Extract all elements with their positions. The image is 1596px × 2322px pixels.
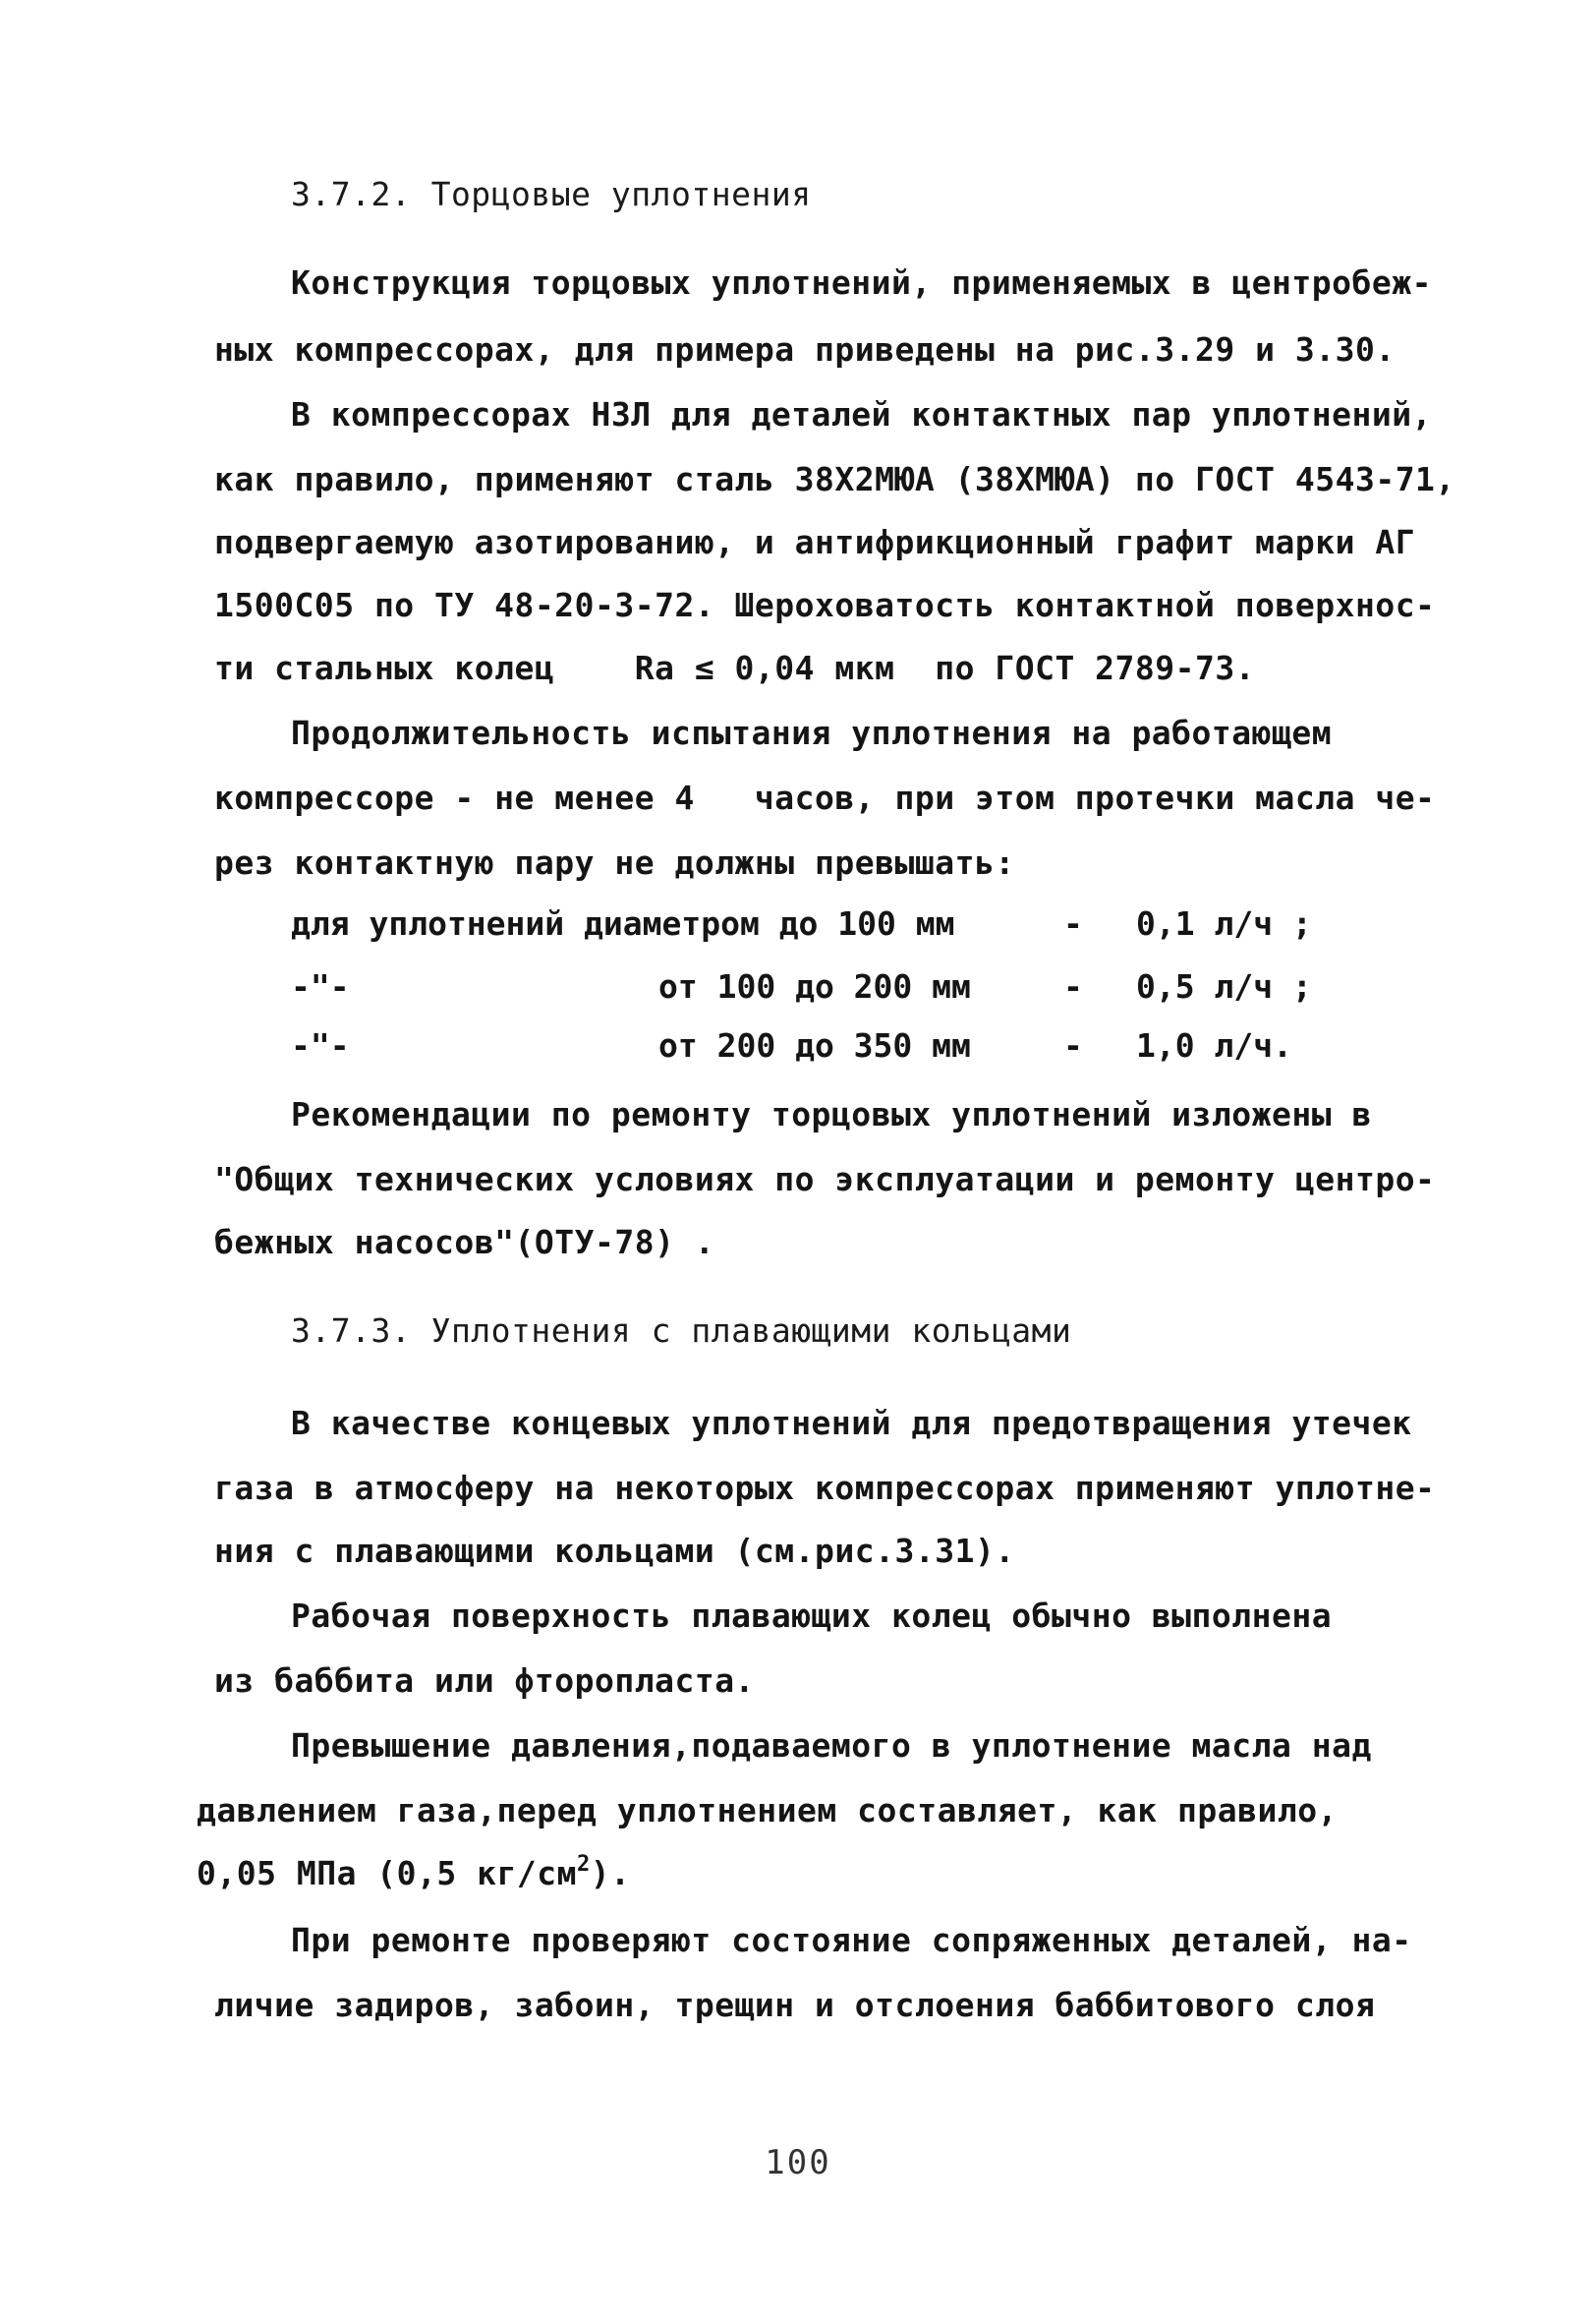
paragraph-line: из баббита или фторопласта. bbox=[214, 1661, 755, 1700]
paragraph-line: ных компрессорах, для примера приведены на рис.3.29 и 3.30. bbox=[214, 330, 1396, 369]
pressure-line bbox=[197, 1854, 631, 1893]
paragraph-line: В качестве концевых уплотнений для предотвращения утечек bbox=[291, 1404, 1412, 1442]
leak-range: от 100 до 200 мм bbox=[658, 967, 971, 1006]
paragraph-line: Превышение давления,подаваемого в уплотнение масла над bbox=[291, 1726, 1372, 1765]
page-number: 100 bbox=[765, 2143, 831, 2182]
paragraph-line: подвергаемую азотированию, и антифрикционный графит марки АГ bbox=[214, 523, 1416, 561]
paragraph-line: рез контактную пару не должны превышать: bbox=[214, 843, 1015, 882]
leak-value: 0,5 л/ч ; bbox=[1136, 967, 1312, 1006]
paragraph-line: Рекомендации по ремонту торцовых уплотнений изложены в bbox=[291, 1095, 1372, 1133]
section-heading: 3.7.2. Торцовые уплотнения bbox=[291, 175, 812, 213]
paragraph-line: бежных насосов"(ОТУ-78) . bbox=[214, 1223, 715, 1261]
leak-value: 0,1 л/ч ; bbox=[1136, 904, 1312, 943]
paragraph-line: Рабочая поверхность плавающих колец обычно выполнена bbox=[291, 1596, 1333, 1635]
paragraph-line: 1500С05 по ТУ 48-20-3-72. Шероховатость контактной поверхнос- bbox=[214, 586, 1436, 624]
paragraph-line: При ремонте проверяют состояние сопряженных деталей, на- bbox=[291, 1921, 1412, 1959]
pressure-end: ). bbox=[590, 1854, 631, 1892]
paragraph-line: ти стальных колец Ra ≤ 0,04 мкм по ГОСТ 2789-73. bbox=[214, 649, 1256, 687]
paragraph-line: "Общих технических условиях по эксплуатации и ремонту центро- bbox=[214, 1160, 1436, 1198]
paragraph-line: Конструкция торцовых уплотнений, применяемых в центробеж- bbox=[291, 263, 1432, 302]
paragraph-line: Продолжительность испытания уплотнения на работающем bbox=[291, 714, 1333, 752]
pressure-value: 0,05 МПа (0,5 кг/см bbox=[197, 1854, 577, 1892]
pressure-superscript: 2 bbox=[577, 1852, 591, 1877]
leak-range: от 200 до 350 мм bbox=[658, 1026, 971, 1065]
leak-dash: - bbox=[1063, 1026, 1083, 1065]
paragraph-line: ния с плавающими кольцами (см.рис.3.31). bbox=[214, 1532, 1015, 1570]
leak-dash: - bbox=[1063, 904, 1083, 943]
leak-value: 1,0 л/ч. bbox=[1136, 1026, 1292, 1065]
paragraph-line: личие задиров, забоин, трещин и отслоения баббитового слоя bbox=[214, 1986, 1376, 2024]
section-heading: 3.7.3. Уплотнения с плавающими кольцами bbox=[291, 1311, 1072, 1350]
paragraph-line: давлением газа,перед уплотнением составляет, как правило, bbox=[197, 1791, 1338, 1829]
leak-label: -"- bbox=[291, 967, 350, 1006]
leak-label: для уплотнений диаметром до 100 мм bbox=[291, 904, 955, 943]
leak-label: -"- bbox=[291, 1026, 350, 1065]
paragraph-line: газа в атмосферу на некоторых компрессорах применяют уплотне- bbox=[214, 1469, 1436, 1507]
paragraph-line: как правило, применяют сталь 38Х2МЮА (38ХМЮА) по ГОСТ 4543-71, bbox=[214, 460, 1455, 498]
paragraph-line: компрессоре - не менее 4 часов, при этом протечки масла че- bbox=[214, 779, 1436, 817]
leak-dash: - bbox=[1063, 967, 1083, 1006]
paragraph-line: В компрессорах НЗЛ для деталей контактных пар уплотнений, bbox=[291, 395, 1432, 434]
